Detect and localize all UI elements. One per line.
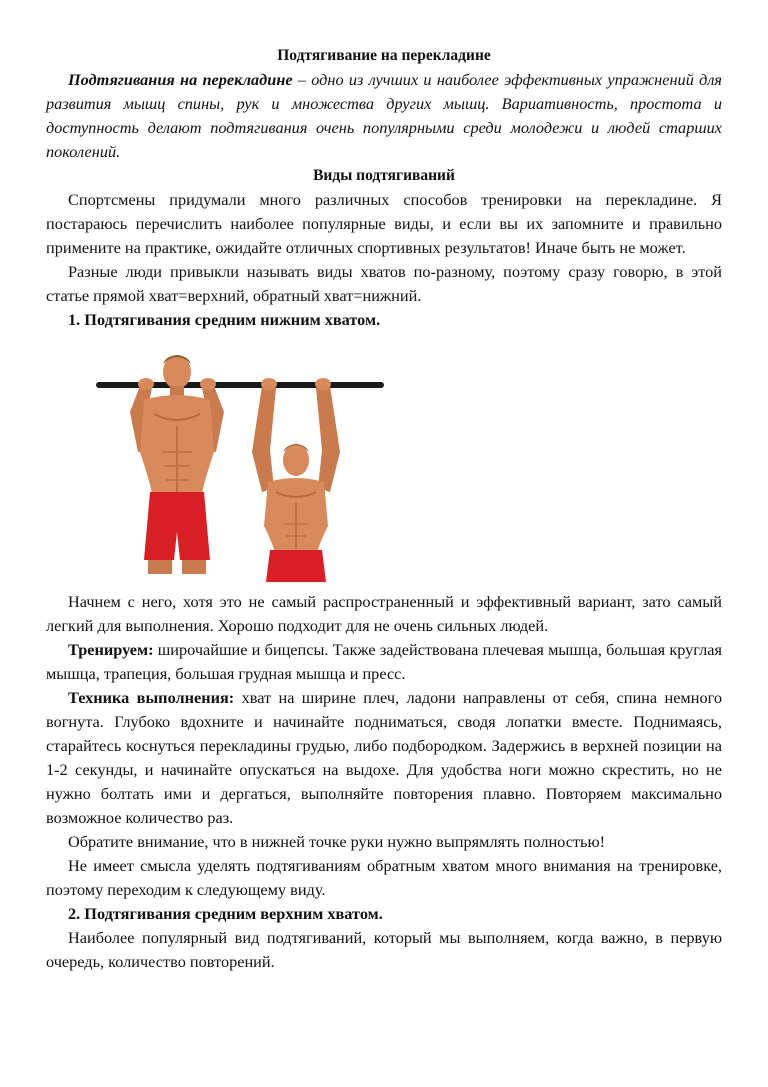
paragraph-technique [46,686,722,830]
intro-term: Подтягивания на перекладине [68,70,293,89]
paragraph-5: Не имеет смысла уделять подтягиваниям обратным хватом много внимания на тренировке, поэтому переходим к следующему виду. [46,856,722,899]
paragraph-3: Начнем с него, хотя это не самый распространенный и эффективный вариант, зато самый легкий для выполнения. Хорошо подходит для не очень сильных людей. [46,592,722,635]
pullup-illustration-icon [92,342,437,582]
article-body [46,44,722,974]
paragraph-4: Обратите внимание, что в нижней точке руки нужно выпрямлять полностью! [68,832,606,851]
section-title: Виды подтягиваний [313,167,455,184]
train-label: Тренируем: [68,640,154,659]
paragraph-6: Наиболее популярный вид подтягиваний, который мы выполняем, когда важно, в первую очередь, количество повторений. [46,928,722,971]
article-title: Подтягивание на перекладине [277,47,491,64]
paragraph-1: Спортсмены придумали много различных способов тренировки на перекладине. Я постараюсь перечислить наиболее популярные виды, и если вы их запомните и правильно примените на практике, ожидайте отличных спортивных результатов! Иначе быть не может. [46,190,722,257]
technique-text: хват на ширине плеч, ладони направлены от себя, спина немного вогнута. Глубоко вдохните и начинайте подниматься, сводя лопатки вместе. Поднимаясь, старайтесь коснуться перекладины грудью, либо подбородком. Задержись в верхней позиции на 1-2 секунды, и начинайте опускаться на выдохе. Для удобства ноги можно скрестить, но не нужно болтать ими и дергаться, выполняйте повторения плавно. Повторяем максимально возможное количество раз. [46,688,722,827]
intro-paragraph [46,68,722,164]
intro-text: – одно из лучших и наиболее эффективных упражнений для развития мышц спины, рук и множества других мышц. Вариативность, простота и доступность делают подтягивания очень популярными среди молодежи и людей старших поколений. [46,70,722,161]
paragraph-2: Разные люди привыкли называть виды хватов по-разному, поэтому сразу говорю, в этой статье прямой хват=верхний, обратный хват=нижний. [46,262,722,305]
train-text: широчайшие и бицепсы. Также задействована плечевая мышца, большая круглая мышца, трапеция, большая грудная мышца и пресс. [46,640,722,683]
technique-label: Техника выполнения: [68,688,235,707]
athlete-top-position [130,355,224,574]
athlete-bottom-position [252,378,340,582]
paragraph-train [46,638,722,686]
list-item-2-heading: 2. Подтягивания средним верхним хватом. [68,904,383,923]
list-item-1-heading: 1. Подтягивания средним нижним хватом. [68,310,381,329]
pullup-figure [46,332,722,590]
